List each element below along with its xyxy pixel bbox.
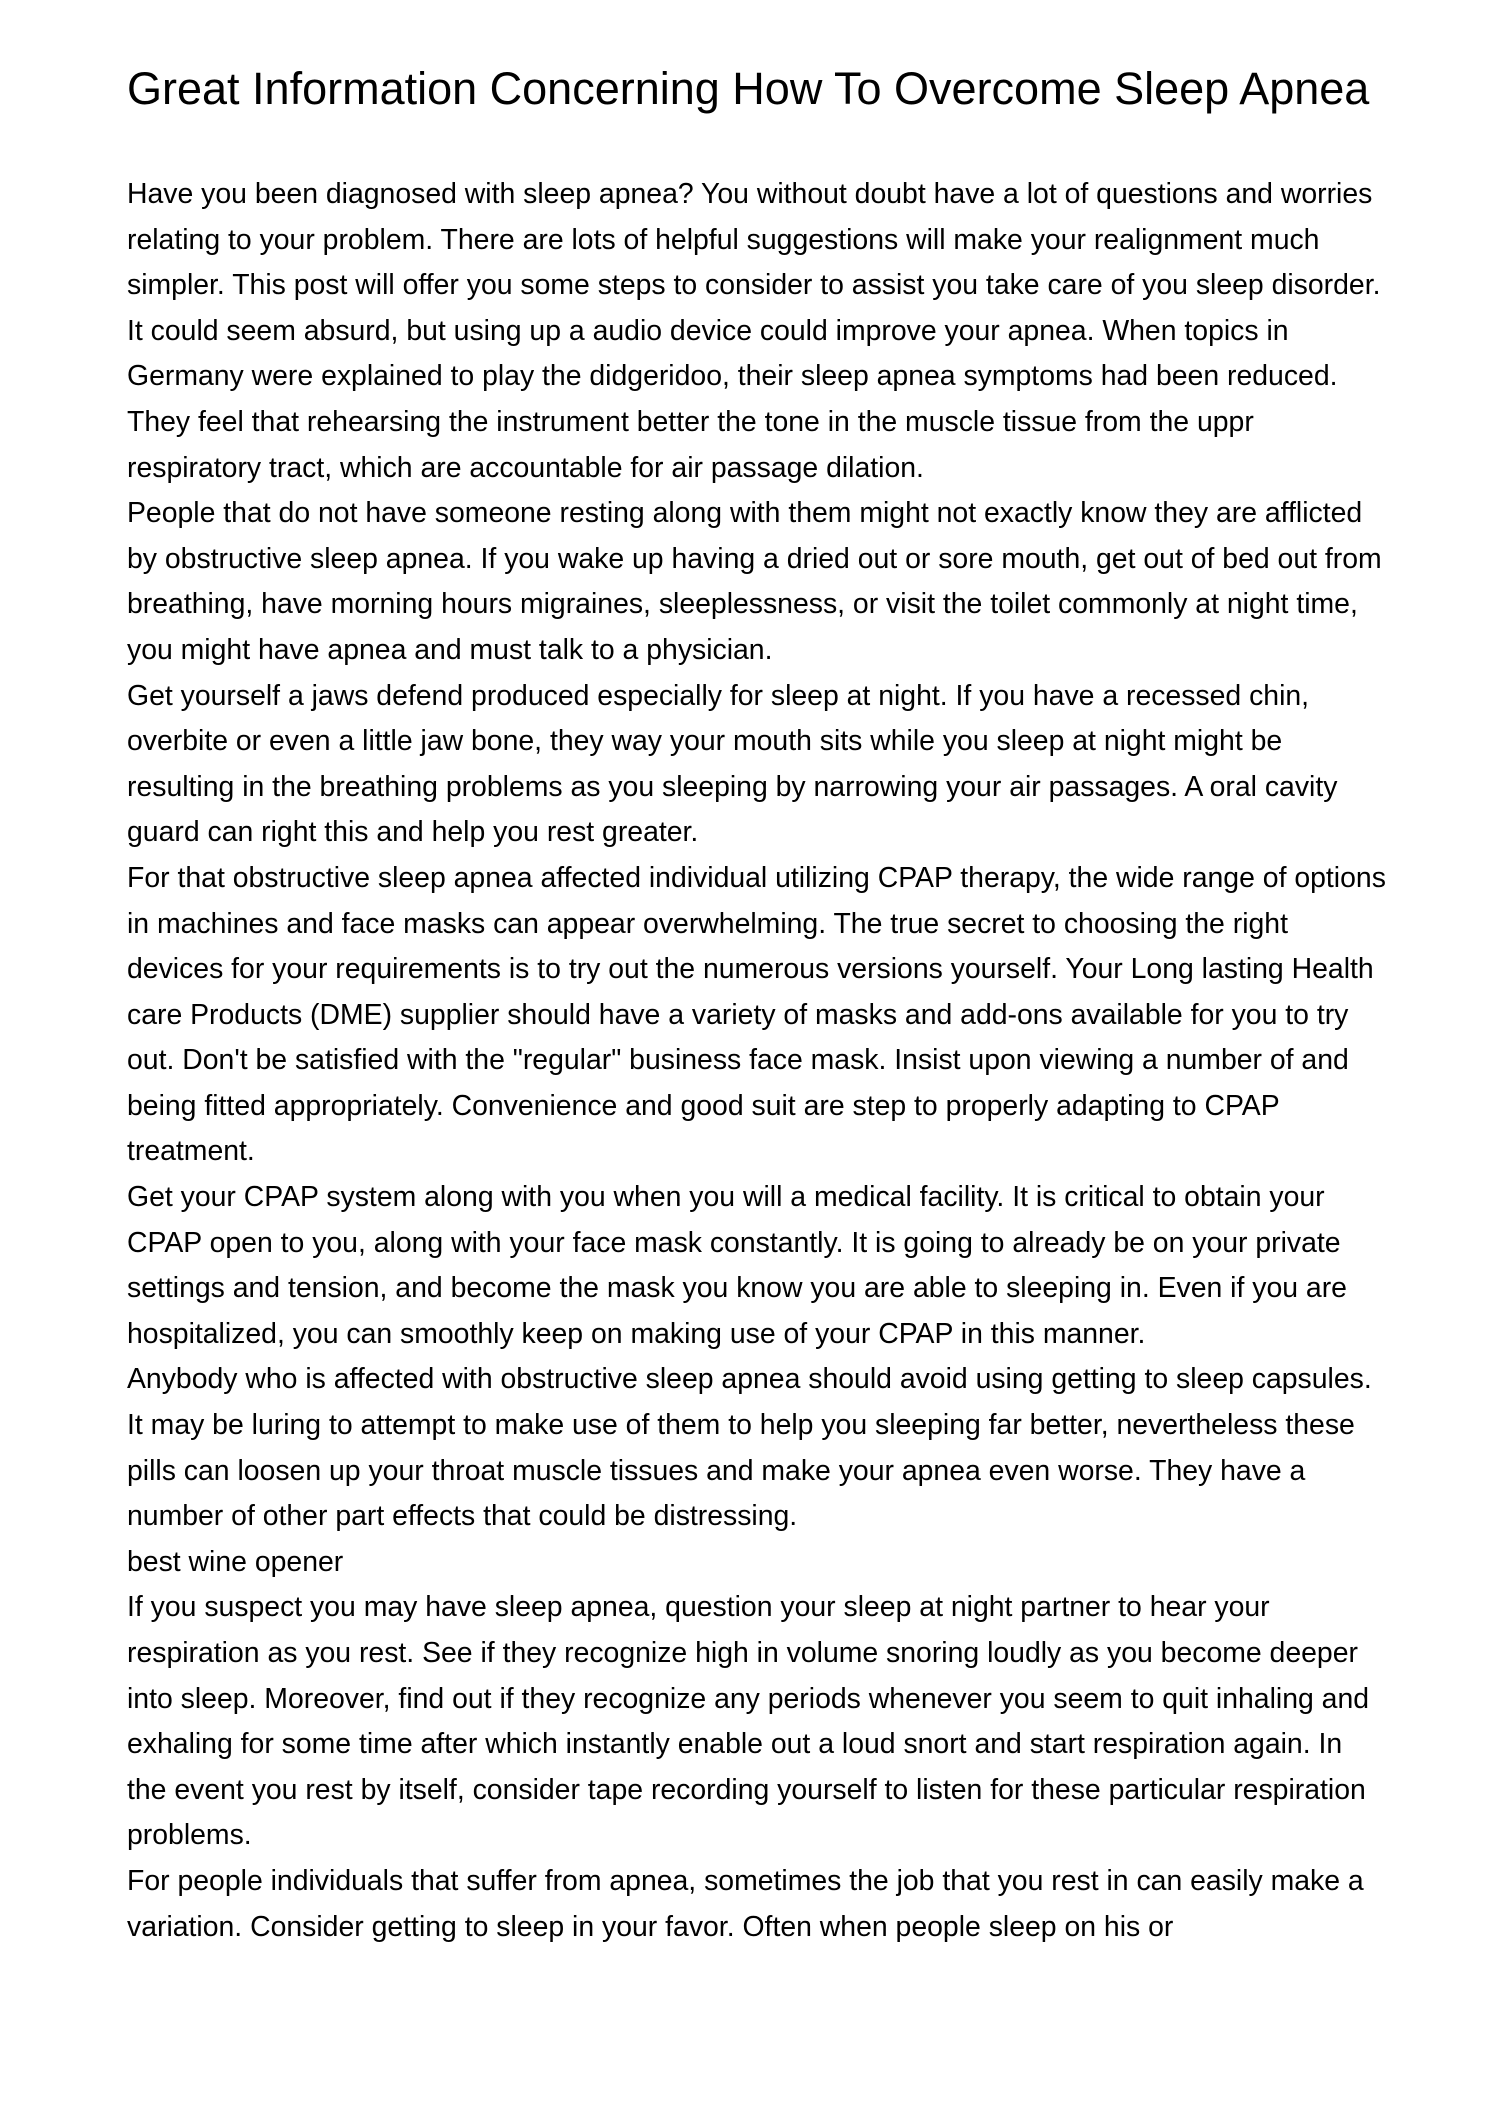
paragraph-sleeping-pills: Anybody who is affected with obstructive sleep apnea should avoid using getting to sleep capsules. It may be luring to attempt to make use of them to help you sleeping far better, nevertheless these pills can loosen up your throat muscle tissues and make your apnea even worse. They have a number of other part effects that could be distressing. — [127, 1363, 1372, 1533]
paragraph-partner-check: If you suspect you may have sleep apnea, question your sleep at night partner to hear your respiration as you rest. See if they recognize high in volume snoring loudly as you become deeper into sleep. Moreover, find out if they recognize any periods whenever you seem to quit inhaling and exhaling for some time after which instantly enable out a loud snort and start respiration again. In the event you rest by itself, consider tape recording yourself to listen for these particular respiration problems. — [127, 1591, 1370, 1852]
paragraph-didgeridoo: It could seem absurd, but using up a audio device could improve your apnea. When topics in Germany were explained to play the didgeridoo, their sleep apnea symptoms had been reduced. They feel that rehearsing the instrument better the tone in the muscle tissue from the uppr respiratory tract, which are accountable for air passage dilation. — [127, 314, 1338, 484]
document-body — [127, 172, 1389, 1950]
paragraph-cpap-masks: For that obstructive sleep apnea affected individual utilizing CPAP therapy, the wide range of options in machines and face masks can appear overwhelming. The true secret to choosing the right devices for your requirements is to try out the numerous versions yourself. Your Long lasting Health care Products (DME) supplier should have a variety of masks and add-ons available for you to try out. Don't be satisfied with the "regular" business face mask. Insist upon viewing a number of and being fitted appropriately. Convenience and good suit are step to properly adapting to CPAP treatment. — [127, 861, 1386, 1168]
paragraph-symptoms: People that do not have someone resting along with them might not exactly know they are afflicted by obstructive sleep apnea. If you wake up having a dried out or sore mouth, get out of bed out from breathing, have morning hours migraines, sleeplessness, or visit the toilet commonly at night time, you might have apnea and must talk to a physician. — [127, 497, 1382, 666]
paragraph-intro: Have you been diagnosed with sleep apnea? You without doubt have a lot of questions and worries relating to your problem. There are lots of helpful suggestions will make your realignment much simpler. This post will offer you some steps to consider to assist you take care of you sleep disorder. — [127, 178, 1381, 302]
paragraph-sleep-position: For people individuals that suffer from apnea, sometimes the job that you rest in can easily make a variation. Consider getting to sleep in your favor. Often when people sleep on his or — [127, 1864, 1364, 1943]
paragraph-cpap-hospital: Get your CPAP system along with you when you will a medical facility. It is critical to obtain your CPAP open to you, along with your face mask constantly. It is going to already be on your private settings and tension, and become the mask you know you are able to sleeping in. Even if you are hospitalized, you can smoothly keep on making use of your CPAP in this manner. — [127, 1181, 1347, 1350]
document-page — [127, 63, 1389, 1950]
document-title: Great Information Concerning How To Overcome Sleep Apnea — [127, 63, 1370, 114]
inline-link-text: best wine opener — [127, 1545, 344, 1578]
paragraph-mouth-guard: Get yourself a jaws defend produced especially for sleep at night. If you have a recessed chin, overbite or even a little jaw bone, they way your mouth sits while you sleep at night might be resulting in the breathing problems as you sleeping by narrowing your air passages. A oral cavity guard can right this and help you rest greater. — [127, 679, 1338, 849]
